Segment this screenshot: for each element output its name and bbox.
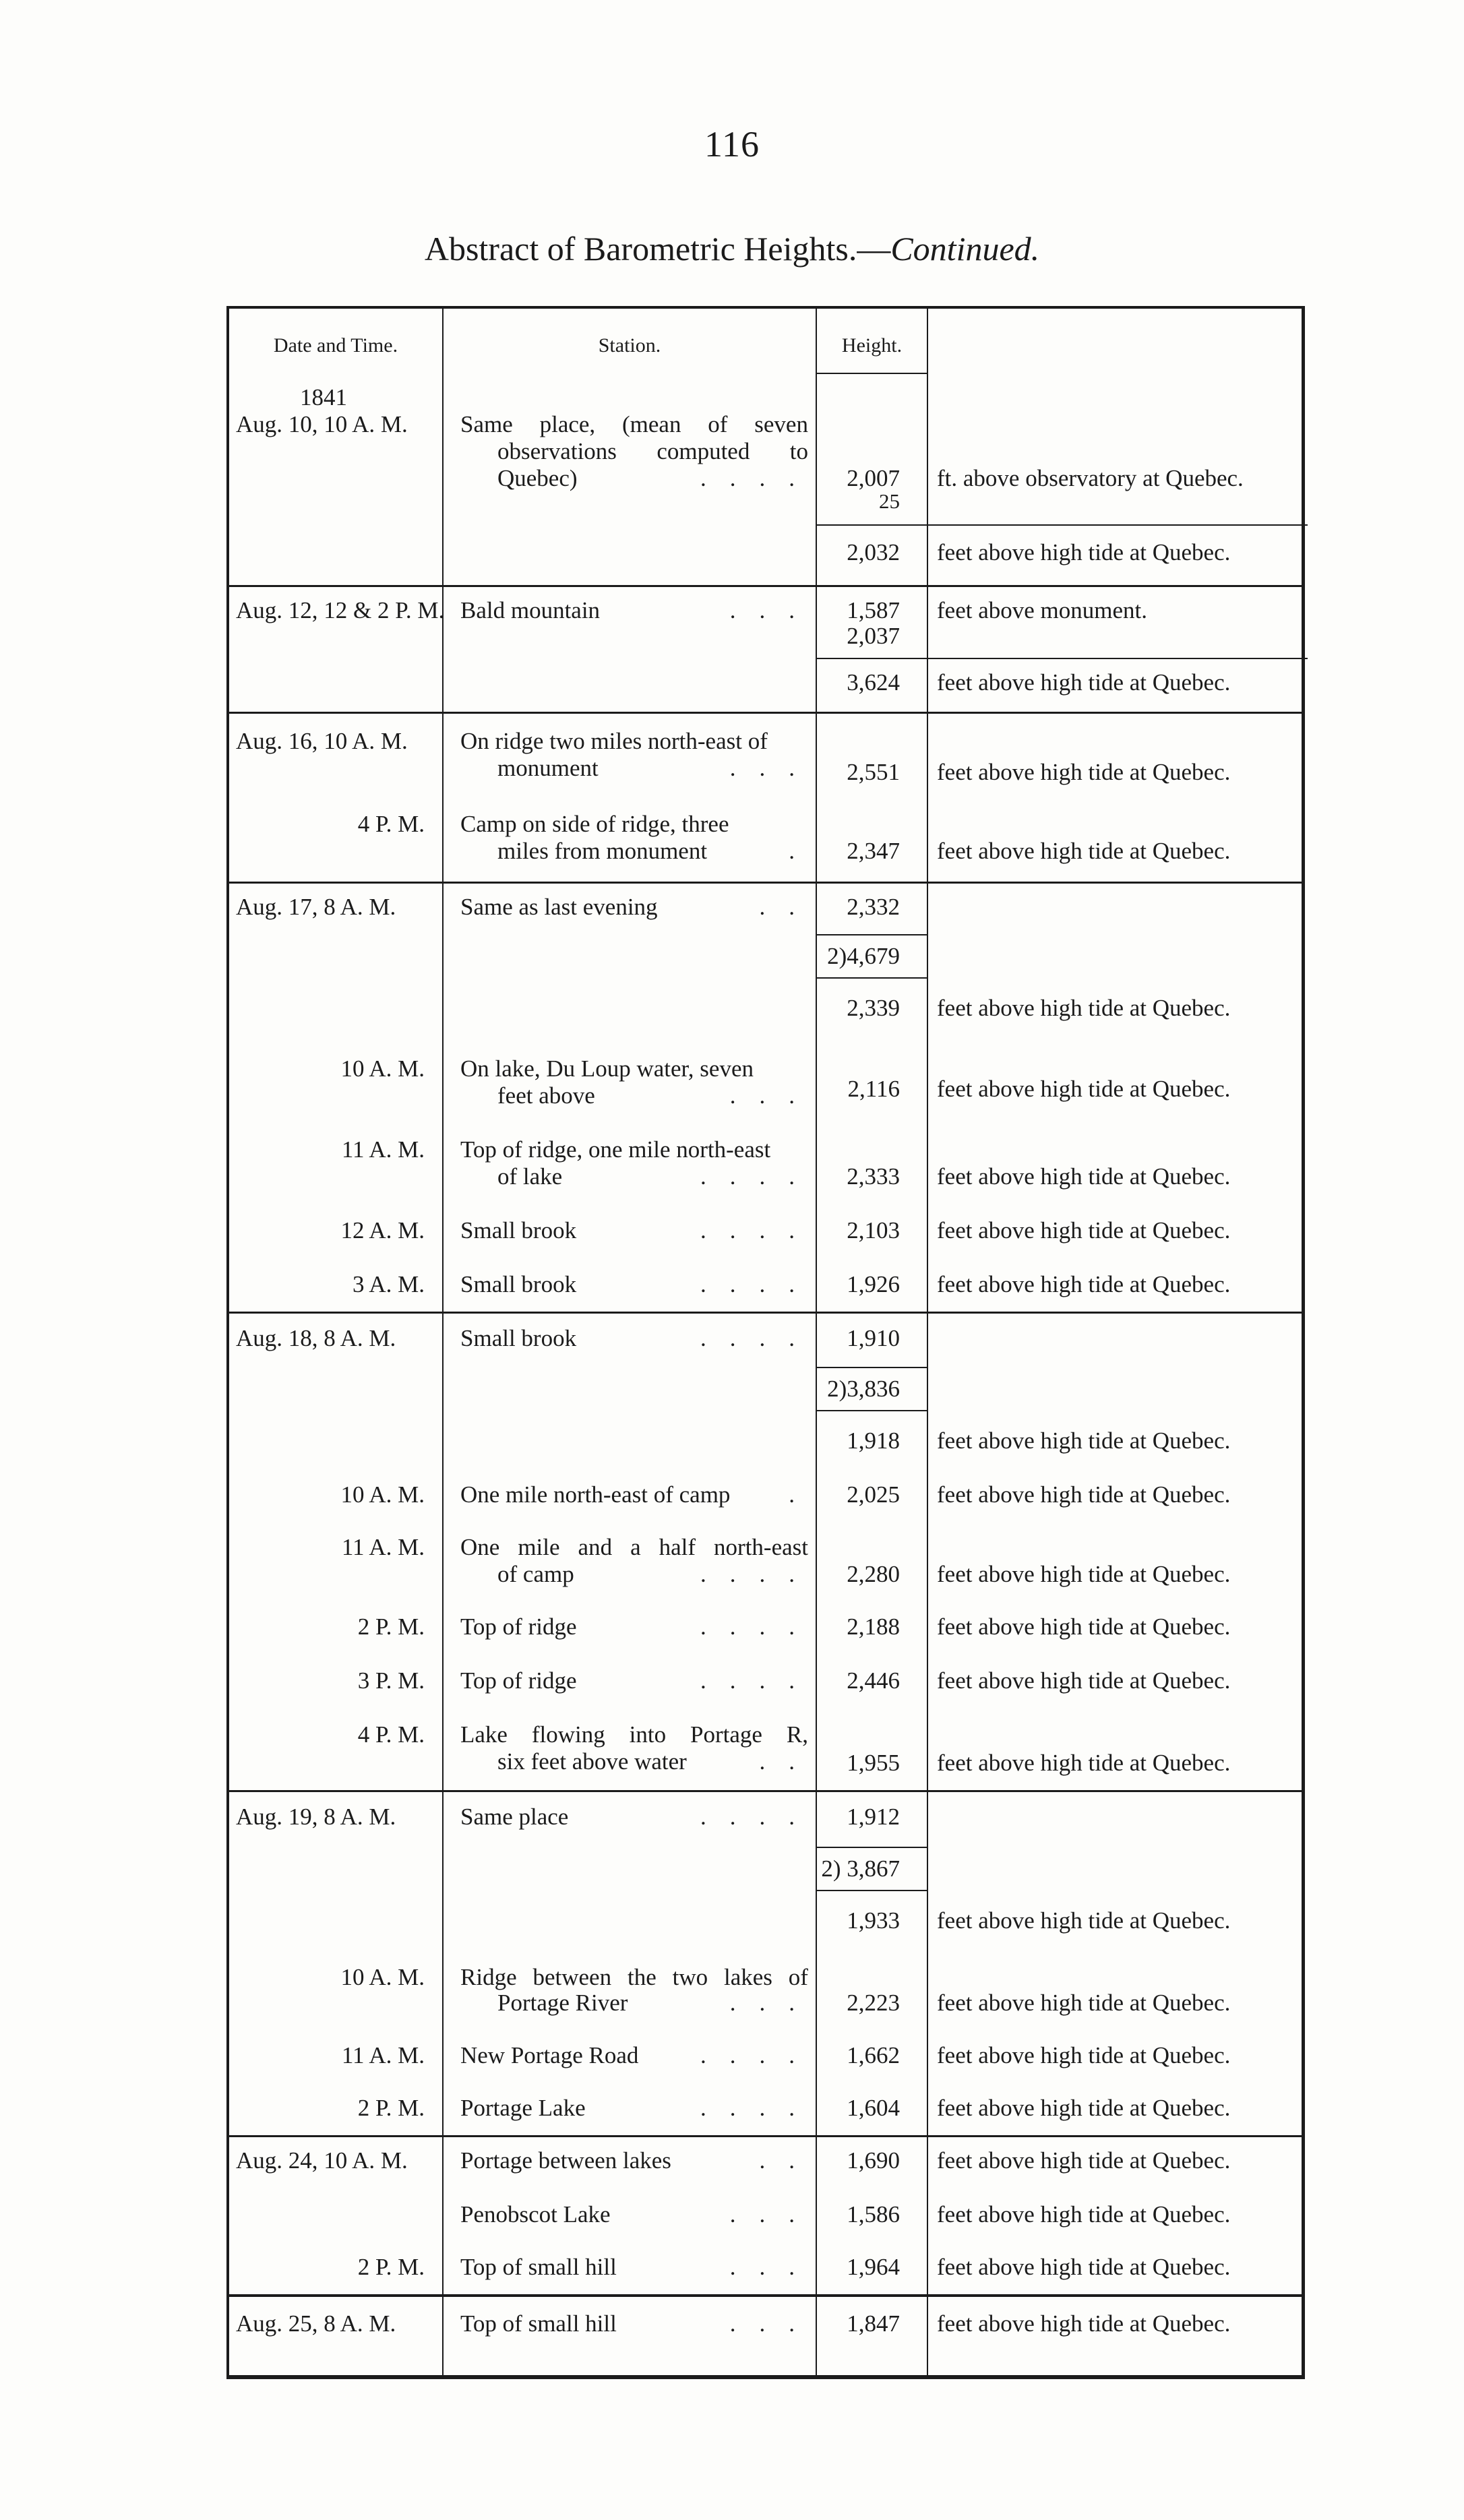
time-cell: 3 A. M. bbox=[353, 1271, 425, 1297]
height-cell: 2,223 bbox=[847, 1990, 900, 2016]
station-cell: New Portage Road . . . . bbox=[460, 2042, 795, 2068]
station-cell-line2: of lake . . . . bbox=[497, 1163, 795, 1190]
station-cell-line2: Portage River . . . bbox=[497, 1990, 795, 2016]
height-cell: 2,332 bbox=[847, 894, 900, 920]
date-cell: Aug. 16, 10 A. M. bbox=[236, 728, 408, 754]
station-cell: Lake flowing into Portage R, bbox=[460, 1721, 808, 1748]
height-cell: 1,926 bbox=[847, 1271, 900, 1297]
station-cell-line2: six feet above water . . bbox=[497, 1748, 795, 1775]
sum-rule bbox=[816, 524, 1308, 526]
height-cell: 2,025 bbox=[847, 1481, 900, 1508]
height-cell: 1,847 bbox=[847, 2310, 900, 2337]
time-cell: 4 P. M. bbox=[357, 811, 425, 837]
station-cell-line2: observations computed to bbox=[497, 438, 808, 464]
remark-cell: feet above high tide at Quebec. bbox=[937, 1990, 1231, 2016]
height-cell: 2,116 bbox=[847, 1076, 900, 1102]
sum-rule bbox=[816, 658, 1308, 659]
time-cell: 10 A. M. bbox=[340, 1055, 425, 1082]
height-cell: 2,103 bbox=[847, 1217, 900, 1243]
date-cell: Aug. 10, 10 A. M. bbox=[236, 411, 408, 437]
time-cell: 11 A. M. bbox=[341, 2042, 425, 2068]
remark-cell: feet above high tide at Quebec. bbox=[937, 1163, 1231, 1190]
station-cell: Portage between lakes . . bbox=[460, 2147, 795, 2174]
remark-cell: feet above high tide at Quebec. bbox=[937, 995, 1231, 1021]
height-cell: 1,910 bbox=[847, 1325, 900, 1351]
date-cell: Aug. 19, 8 A. M. bbox=[236, 1804, 396, 1830]
height-mean: 1,933 bbox=[847, 1907, 900, 1934]
time-cell: 11 A. M. bbox=[341, 1136, 425, 1163]
station-cell: Top of small hill . . . bbox=[460, 2310, 795, 2337]
remark-cell: feet above high tide at Quebec. bbox=[937, 1614, 1231, 1640]
remark-cell: feet above high tide at Quebec. bbox=[937, 1427, 1231, 1454]
station-cell: Top of ridge . . . . bbox=[460, 1667, 795, 1694]
remark-cell: feet above high tide at Quebec. bbox=[937, 1667, 1231, 1694]
row-divider bbox=[229, 1790, 1305, 1792]
date-cell: Aug. 12, 12 & 2 P. M. bbox=[236, 597, 445, 623]
year-label: 1841 bbox=[300, 384, 347, 410]
station-cell: Camp on side of ridge, three bbox=[460, 811, 729, 837]
remark-cell: feet above high tide at Quebec. bbox=[937, 2042, 1231, 2068]
station-cell-line3: Quebec) . . . . bbox=[497, 465, 795, 491]
station-cell: Small brook . . . . bbox=[460, 1217, 795, 1243]
remark-cell: feet above high tide at Quebec. bbox=[937, 1907, 1231, 1934]
date-cell: Aug. 25, 8 A. M. bbox=[236, 2310, 396, 2337]
height-cell: 2,333 bbox=[847, 1163, 900, 1190]
station-cell: On lake, Du Loup water, seven bbox=[460, 1055, 754, 1082]
time-cell: 10 A. M. bbox=[340, 1481, 425, 1508]
remark-cell: feet above monument. bbox=[937, 597, 1147, 623]
date-cell: Aug. 24, 10 A. M. bbox=[236, 2147, 408, 2174]
date-cell: Aug. 17, 8 A. M. bbox=[236, 894, 396, 920]
station-cell: Portage Lake . . . . bbox=[460, 2095, 795, 2121]
height-mean: 1,918 bbox=[847, 1427, 900, 1454]
remark-cell: feet above high tide at Quebec. bbox=[937, 838, 1231, 864]
remark-cell: feet above high tide at Quebec. bbox=[937, 1076, 1231, 1102]
station-cell: On ridge two miles north-east of bbox=[460, 728, 768, 754]
height-mean: 2,339 bbox=[847, 995, 900, 1021]
height-cell: 1,964 bbox=[847, 2254, 900, 2280]
page-title bbox=[0, 229, 1464, 268]
station-cell: Same place . . . . bbox=[460, 1804, 795, 1830]
time-cell: 10 A. M. bbox=[340, 1964, 425, 1990]
row-divider bbox=[229, 712, 1305, 714]
station-cell: Top of ridge . . . . bbox=[460, 1614, 795, 1640]
time-cell: 3 P. M. bbox=[357, 1667, 425, 1694]
header-rule bbox=[816, 373, 927, 374]
row-divider bbox=[229, 2294, 1305, 2297]
height-cell: 2,007 bbox=[847, 465, 900, 491]
row-divider bbox=[229, 585, 1305, 587]
time-cell: 4 P. M. bbox=[357, 1721, 425, 1748]
height-total: 2)3,836 bbox=[827, 1376, 900, 1402]
remark-cell: feet above high tide at Quebec. bbox=[937, 2254, 1231, 2280]
station-cell: Top of small hill . . . bbox=[460, 2254, 795, 2280]
time-cell: 2 P. M. bbox=[357, 2254, 425, 2280]
station-cell: Small brook . . . . bbox=[460, 1271, 795, 1297]
remark-cell: ft. above observatory at Quebec. bbox=[937, 465, 1244, 491]
time-cell: 2 P. M. bbox=[357, 2095, 425, 2121]
station-cell: Penobscot Lake . . . bbox=[460, 2201, 795, 2227]
height-cell: 1,690 bbox=[847, 2147, 900, 2174]
height-cell: 2,280 bbox=[847, 1561, 900, 1587]
time-cell: 11 A. M. bbox=[341, 1534, 425, 1560]
height-total: 2) 3,867 bbox=[821, 1855, 900, 1882]
remark-cell: feet above high tide at Quebec. bbox=[937, 1750, 1231, 1776]
height-cell: 2,188 bbox=[847, 1614, 900, 1640]
remark-cell: feet above high tide at Quebec. bbox=[937, 1561, 1231, 1587]
remark-cell: feet above high tide at Quebec. bbox=[937, 669, 1231, 696]
remark-cell: feet above high tide at Quebec. bbox=[937, 1271, 1231, 1297]
column-divider bbox=[927, 309, 928, 2375]
station-cell: Bald mountain . . . bbox=[460, 597, 795, 623]
height-cell: 2,551 bbox=[847, 759, 900, 785]
height-total: 2)4,679 bbox=[827, 943, 900, 969]
row-divider bbox=[229, 2135, 1305, 2137]
remark-cell: feet above high tide at Quebec. bbox=[937, 2310, 1231, 2337]
row-divider bbox=[229, 882, 1305, 884]
time-cell: 12 A. M. bbox=[340, 1217, 425, 1243]
station-cell: Top of ridge, one mile north-east bbox=[460, 1136, 771, 1163]
remark-cell: feet above high tide at Quebec. bbox=[937, 1217, 1231, 1243]
remark-cell: feet above high tide at Quebec. bbox=[937, 2147, 1231, 2174]
date-cell: Aug. 18, 8 A. M. bbox=[236, 1325, 396, 1351]
height-addend: 2,037 bbox=[847, 623, 900, 649]
height-cell: 1,912 bbox=[847, 1804, 900, 1830]
header-date: Date and Time. bbox=[273, 334, 398, 357]
time-cell: 2 P. M. bbox=[357, 1614, 425, 1640]
header-station: Station. bbox=[598, 334, 661, 357]
height-cell: 1,955 bbox=[847, 1750, 900, 1776]
station-cell: Small brook . . . . bbox=[460, 1325, 795, 1351]
height-cell: 2,446 bbox=[847, 1667, 900, 1694]
station-cell: One mile north-east of camp . bbox=[460, 1481, 795, 1508]
station-cell: Same place, (mean of seven bbox=[460, 411, 808, 437]
station-cell-line2: monument . . . bbox=[497, 755, 795, 781]
height-cell: 1,587 bbox=[847, 597, 900, 623]
height-cell: 1,586 bbox=[847, 2201, 900, 2227]
row-divider bbox=[229, 1312, 1305, 1314]
title-continued: Continued. bbox=[890, 230, 1040, 268]
page-number: 116 bbox=[704, 124, 760, 164]
remark-cell: feet above high tide at Quebec. bbox=[937, 1481, 1231, 1508]
height-addend: 25 bbox=[879, 489, 900, 513]
station-cell: One mile and a half north-east bbox=[460, 1534, 808, 1560]
remark-cell: feet above high tide at Quebec. bbox=[937, 2095, 1231, 2121]
height-sum: 2,032 bbox=[847, 539, 900, 565]
header-height: Height. bbox=[841, 334, 903, 357]
station-cell-line2: miles from monument . bbox=[497, 838, 795, 864]
height-cell: 1,662 bbox=[847, 2042, 900, 2068]
remark-cell: feet above high tide at Quebec. bbox=[937, 2201, 1231, 2227]
height-cell: 1,604 bbox=[847, 2095, 900, 2121]
station-cell-line2: feet above . . . bbox=[497, 1082, 795, 1109]
height-sum: 3,624 bbox=[847, 669, 900, 696]
remark-cell: feet above high tide at Quebec. bbox=[937, 539, 1231, 565]
remark-cell: feet above high tide at Quebec. bbox=[937, 759, 1231, 785]
column-divider bbox=[816, 309, 817, 2375]
height-cell: 2,347 bbox=[847, 838, 900, 864]
barometric-heights-table bbox=[226, 306, 1305, 2379]
station-cell-line2: of camp . . . . bbox=[497, 1561, 795, 1587]
station-cell: Same as last evening . . bbox=[460, 894, 795, 920]
station-cell: Ridge between the two lakes of bbox=[460, 1964, 808, 1990]
title-main: Abstract of Barometric Heights.— bbox=[424, 230, 891, 268]
